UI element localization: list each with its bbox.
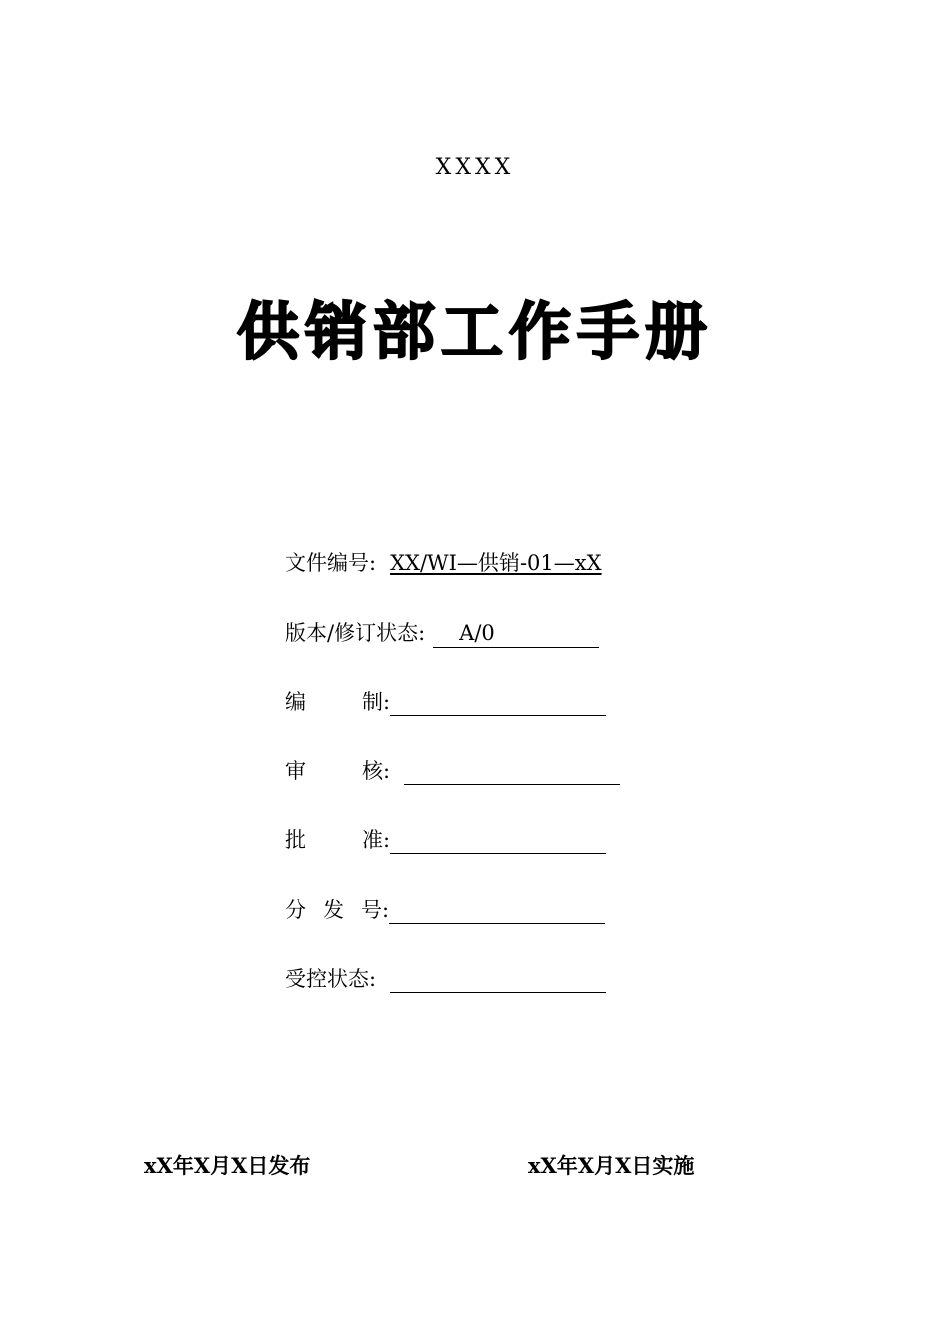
- compiled-by-colon: :: [383, 690, 391, 714]
- approved-by-colon: :: [383, 828, 391, 852]
- distribution-no-field[interactable]: [389, 899, 605, 924]
- control-status-colon: :: [369, 967, 377, 991]
- document-title: 供销部工作手册: [236, 295, 713, 368]
- distribution-no-row: [285, 896, 605, 924]
- reviewed-by-label-b: 核: [362, 759, 383, 783]
- doc-number-colon: :: [369, 551, 377, 575]
- distribution-no-label-c: 号: [361, 898, 382, 922]
- version-label: 版本/修订状态: [285, 621, 419, 645]
- approved-by-label-b: 准: [362, 828, 383, 852]
- compiled-by-label-b: 制: [362, 690, 383, 714]
- distribution-no-label-b: 发: [323, 898, 344, 922]
- compiled-by-row: [285, 688, 606, 716]
- company-name: XXXX: [435, 155, 515, 180]
- reviewed-by-row: [285, 757, 620, 785]
- version-row: [285, 619, 599, 648]
- doc-number-value-part1: XX/WI—供销: [390, 551, 520, 575]
- distribution-no-colon: :: [382, 898, 390, 922]
- reviewed-by-field[interactable]: [404, 760, 620, 785]
- version-colon: :: [418, 621, 426, 645]
- doc-number-value-part2: -01—xX: [519, 551, 602, 575]
- publish-date: xX年X月X日发布: [144, 1153, 311, 1178]
- approved-by-row: [285, 826, 606, 854]
- reviewed-by-label-a: 审: [285, 759, 306, 783]
- compiled-by-field[interactable]: [390, 691, 606, 716]
- distribution-no-label-a: 分: [285, 898, 306, 922]
- doc-number-row: [285, 549, 602, 577]
- control-status-row: [285, 965, 606, 993]
- control-status-label: 受控状态: [285, 967, 369, 991]
- approved-by-label-a: 批: [285, 828, 306, 852]
- version-value: A/0: [433, 619, 599, 648]
- approved-by-field[interactable]: [390, 829, 606, 854]
- reviewed-by-colon: :: [383, 759, 391, 783]
- implement-date: xX年X月X日实施: [528, 1153, 695, 1178]
- doc-number-label: 文件编号: [285, 551, 369, 575]
- compiled-by-label-a: 编: [285, 690, 306, 714]
- control-status-field[interactable]: [390, 968, 606, 993]
